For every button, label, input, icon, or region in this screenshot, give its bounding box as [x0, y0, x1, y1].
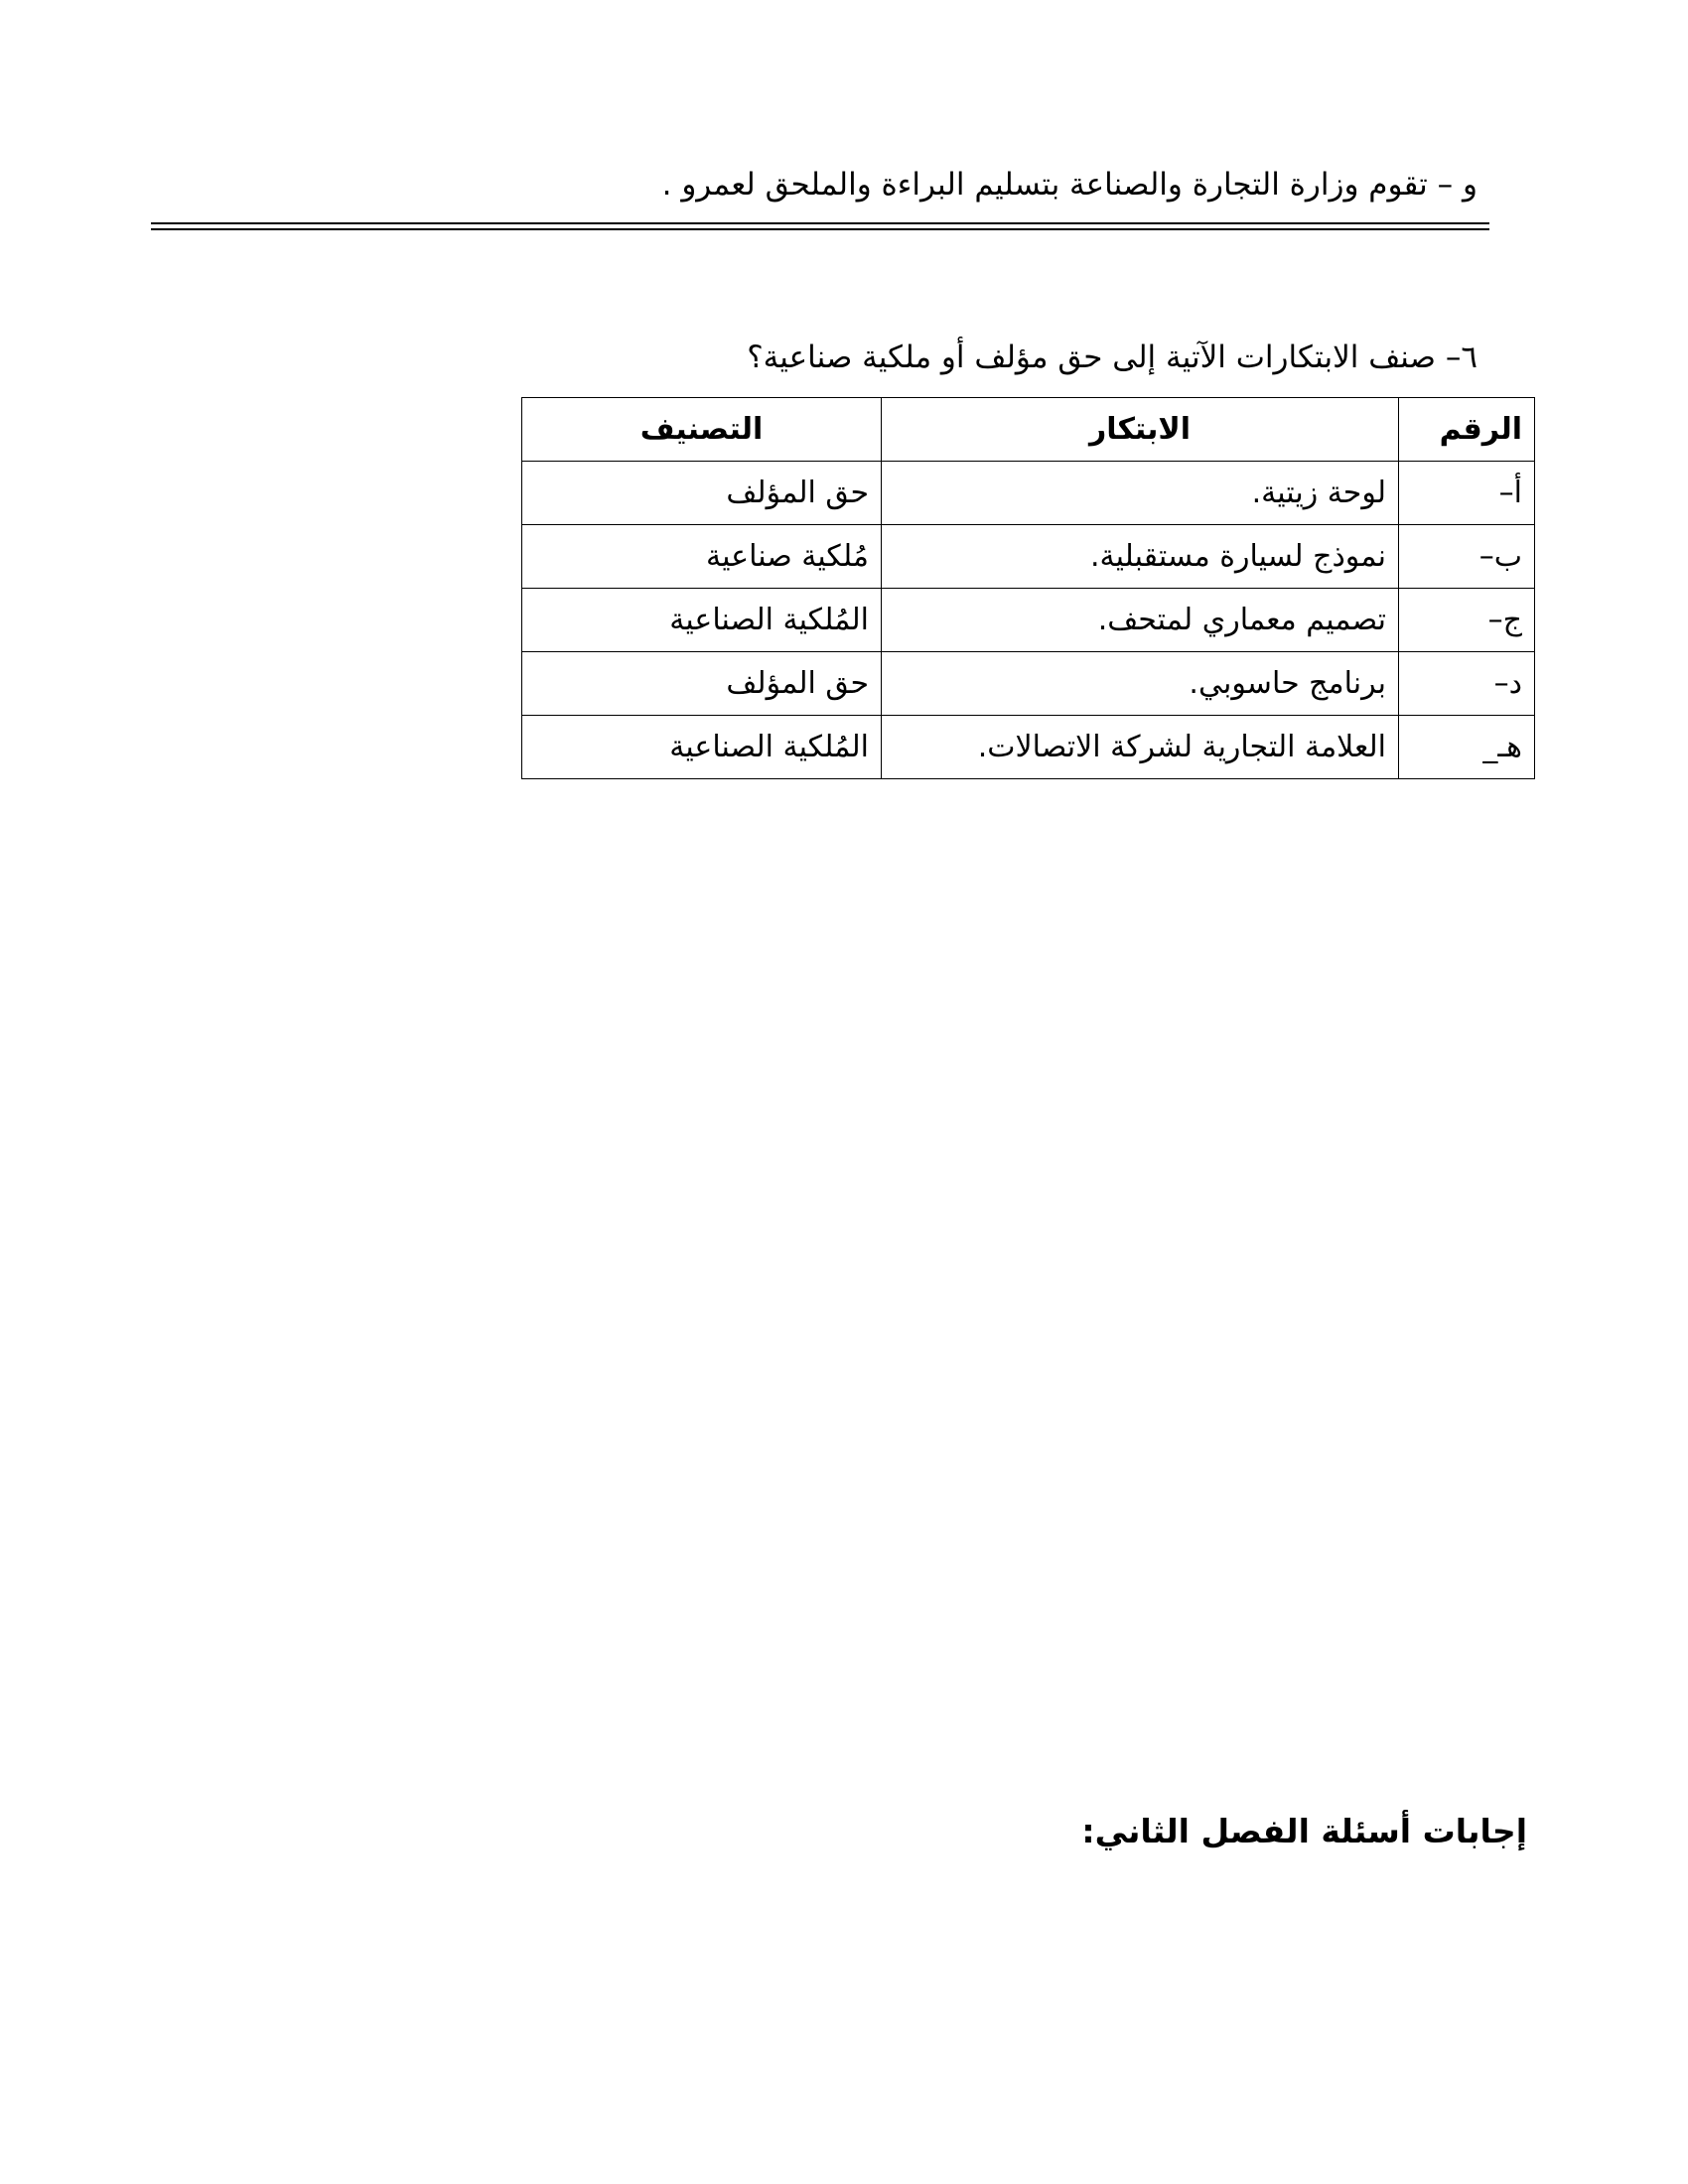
row-number: د–	[1399, 652, 1535, 716]
row-invention: تصميم معماري لمتحف.	[882, 589, 1399, 652]
row-number: هـ_	[1399, 716, 1535, 779]
row-invention: برنامج حاسوبي.	[882, 652, 1399, 716]
row-number: ب–	[1399, 525, 1535, 589]
table-row	[522, 716, 1535, 779]
table-row	[522, 589, 1535, 652]
row-classification: المُلكية الصناعية	[522, 716, 882, 779]
header-classification: التصنيف	[522, 398, 882, 462]
row-classification: المُلكية الصناعية	[522, 589, 882, 652]
table-header-row	[522, 398, 1535, 462]
row-invention: نموذج لسيارة مستقبلية.	[882, 525, 1399, 589]
row-classification: حق المؤلف	[522, 462, 882, 525]
table-row	[522, 525, 1535, 589]
question-text: ٦– صنف الابتكارات الآتية إلى حق مؤلف أو ملكية صناعية؟	[747, 340, 1477, 375]
classification-table	[521, 397, 1535, 779]
row-number: أ–	[1399, 462, 1535, 525]
row-classification: مُلكية صناعية	[522, 525, 882, 589]
intro-line: و – تقوم وزارة التجارة والصناعة بتسليم البراءة والملحق لعمرو .	[661, 167, 1477, 203]
table-row	[522, 462, 1535, 525]
double-divider-rule	[151, 222, 1489, 230]
row-invention: لوحة زيتية.	[882, 462, 1399, 525]
row-number: ج–	[1399, 589, 1535, 652]
row-classification: حق المؤلف	[522, 652, 882, 716]
answers-section-heading: إجابات أسئلة الفصل الثاني:	[1081, 1812, 1527, 1850]
row-invention: العلامة التجارية لشركة الاتصالات.	[882, 716, 1399, 779]
table-row	[522, 652, 1535, 716]
header-number: الرقم	[1399, 398, 1535, 462]
header-invention: الابتكار	[882, 398, 1399, 462]
